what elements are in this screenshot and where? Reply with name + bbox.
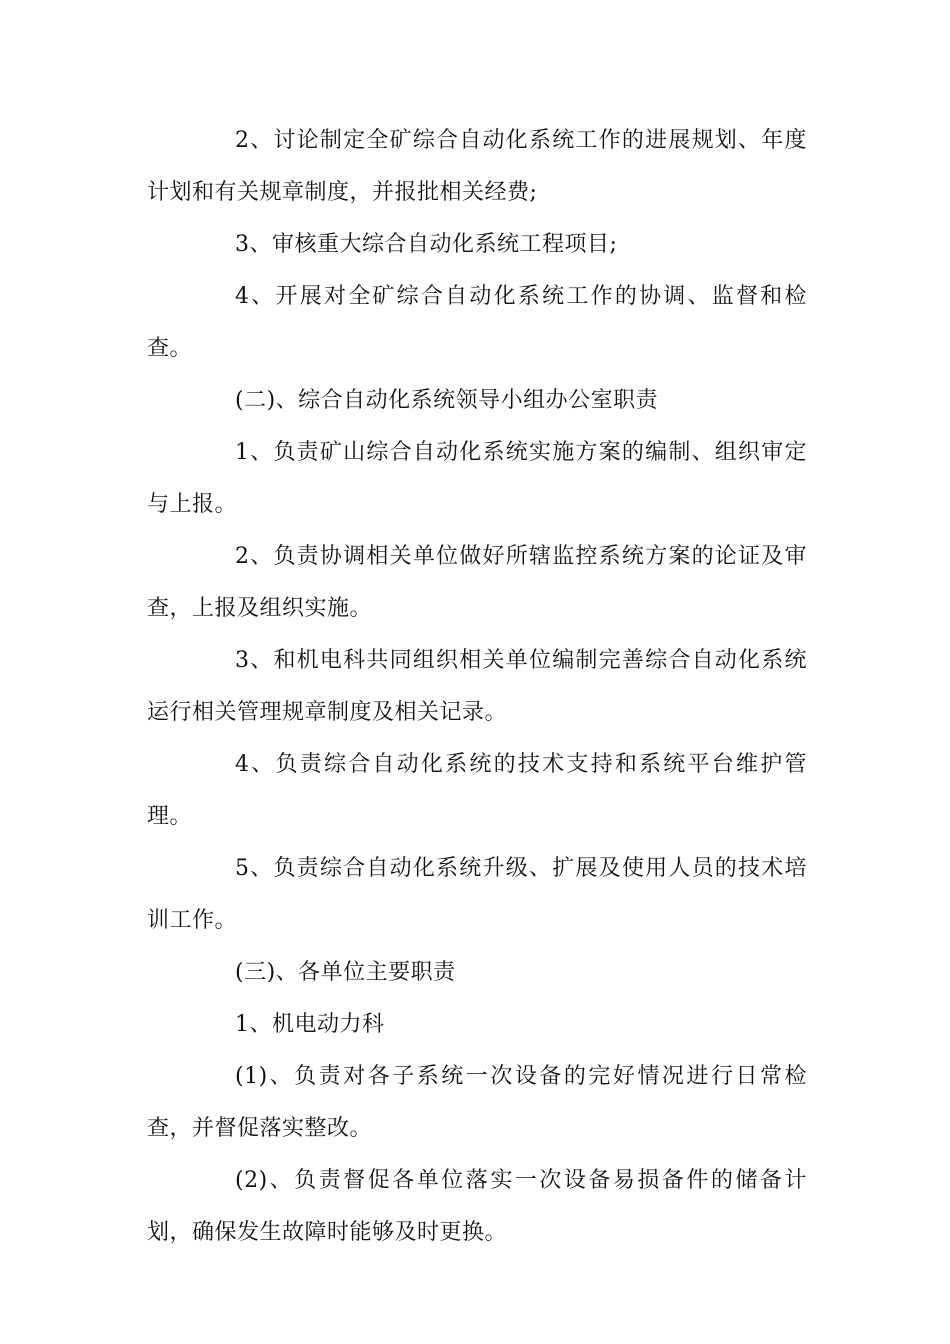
paragraph-office-item-1: 1、负责矿山综合自动化系统实施方案的编制、组织审定与上报。 xyxy=(147,440,807,517)
paragraph-unit-item-1: (1)、负责对各子系统一次设备的完好情况进行日常检查，并督促落实整改。 xyxy=(147,1064,807,1141)
paragraph-office-item-2: 2、负责协调相关单位做好所辖监控系统方案的论证及审查，上报及组织实施。 xyxy=(147,544,807,621)
paragraph-item-3-review: 3、审核重大综合自动化系统工程项目; xyxy=(235,232,618,257)
section-heading-unit-duties: (三)、各单位主要职责 xyxy=(235,960,456,985)
paragraph-item-4-coordination: 4、开展对全矿综合自动化系统工作的协调、监督和检查。 xyxy=(147,284,807,361)
paragraph-office-item-5: 5、负责综合自动化系统升级、扩展及使用人员的技术培训工作。 xyxy=(147,856,807,933)
paragraph-item-2-planning: 2、讨论制定全矿综合自动化系统工作的进展规划、年度计划和有关规章制度，并报批相关经费; xyxy=(147,128,807,205)
paragraph-unit-item-2: (2)、负责督促各单位落实一次设备易损备件的储备计划，确保发生故障时能够及时更换。 xyxy=(147,1168,807,1245)
paragraph-office-item-4: 4、负责综合自动化系统的技术支持和系统平台维护管理。 xyxy=(147,752,807,829)
document-body xyxy=(147,115,807,1259)
section-heading-office-duties: (二)、综合自动化系统领导小组办公室职责 xyxy=(235,388,659,413)
paragraph-office-item-3: 3、和机电科共同组织相关单位编制完善综合自动化系统运行相关管理规章制度及相关记录。 xyxy=(147,648,807,725)
subsection-heading-electromechanical: 1、机电动力科 xyxy=(235,1012,385,1037)
